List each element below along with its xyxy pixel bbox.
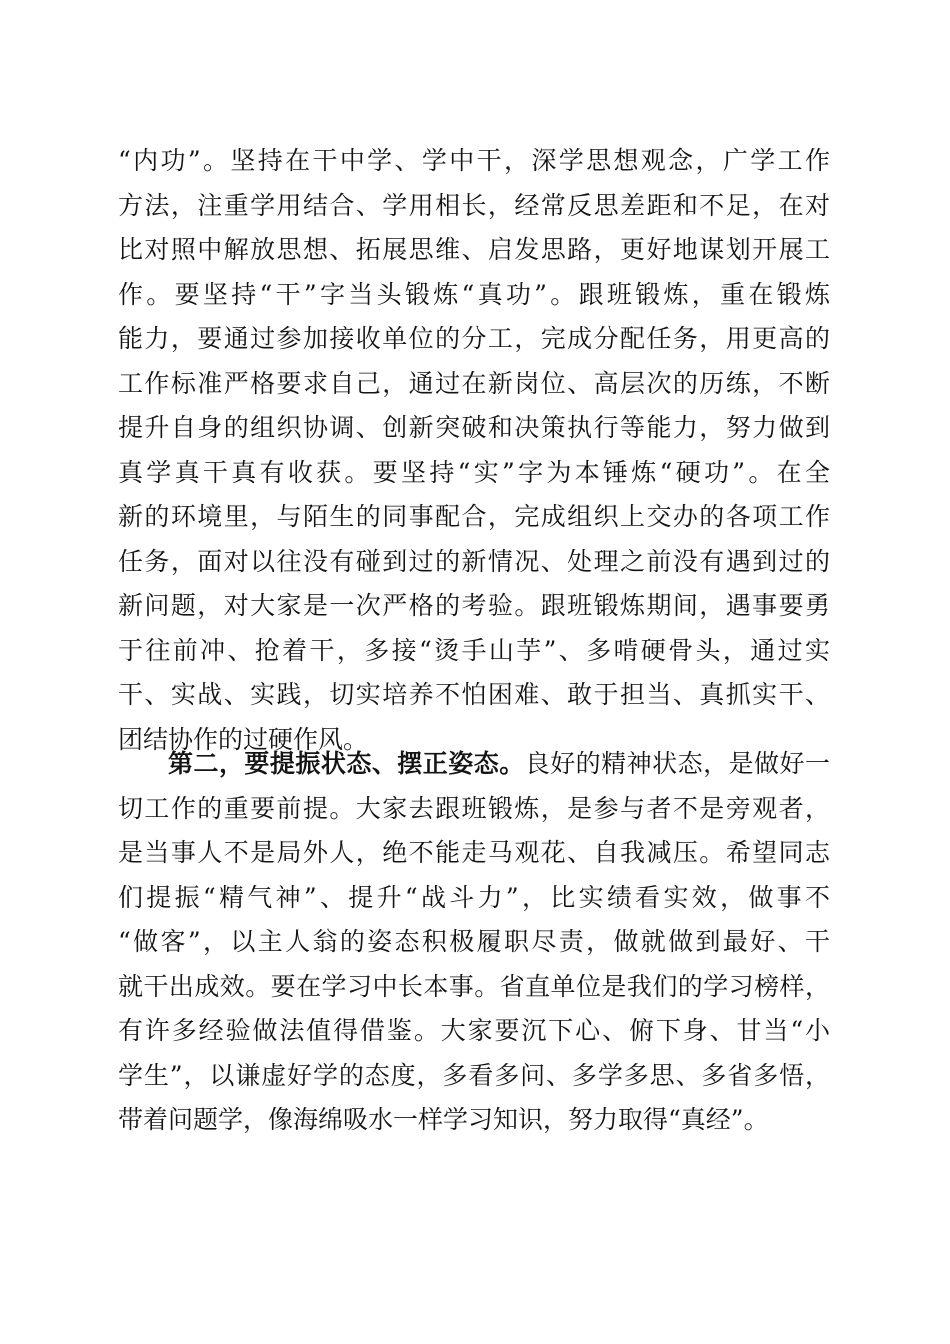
text-line: “做客”，以主人翁的姿态积极履职尽责，做就做到最好、干 (118, 927, 830, 956)
text-line: 任务，面对以往没有碰到过的新情况、处理之前没有遇到过的 (118, 546, 830, 576)
text-line: 作。要坚持“干”字当头锻炼“真功”。跟班锻炼，重在锻炼 (118, 279, 830, 309)
text-line: 比对照中解放思想、拓展思维、启发思路，更好地谋划开展工 (118, 235, 830, 264)
text-line: “内功”。坚持在干中学、学中干，深学思想观念，广学工作 (118, 146, 830, 175)
text-line: 提升自身的组织协调、创新突破和决策执行等能力，努力做到 (118, 413, 830, 442)
text-line: 于往前冲、抢着干，多接“烫手山芋”、多啃硬骨头，通过实 (118, 635, 830, 665)
text-line: 干、实战、实践，切实培养不怕困难、敢于担当、真抓实干、 (118, 680, 830, 709)
text-line: 是当事人不是局外人，绝不能走马观花、自我减压。希望同志 (118, 838, 830, 867)
paragraph-lead-heading: 第二，要提振状态、摆正姿态。 (168, 749, 525, 778)
text-line: 新的环境里，与陌生的同事配合，完成组织上交办的各项工作 (118, 502, 830, 531)
text-line: 团结协作的过硬作风。 (118, 724, 369, 754)
text-line: 工作标准严格要求自己，通过在新岗位、高层次的历练，不断 (118, 368, 830, 398)
text-line-first (118, 742, 830, 787)
text-line: 学生”，以谦虚好学的态度，多看多问、多学多思、多省多悟， (118, 1060, 830, 1090)
text-line: 能力，要通过参加接收单位的分工，完成分配任务，用更高的 (118, 324, 830, 353)
text-line: 就干出成效。要在学习中长本事。省直单位是我们的学习榜样， (118, 971, 830, 1001)
paragraph-continued (118, 139, 830, 762)
paragraph-second (118, 742, 830, 1143)
text-line: 切工作的重要前提。大家去跟班锻炼，是参与者不是旁观者， (118, 793, 830, 823)
text-line: 们提振“精气神”、提升“战斗力”，比实绩看实效，做事不 (118, 882, 830, 912)
text-line: 真学真干真有收获。要坚持“实”字为本锤炼“硬功”。在全 (118, 457, 830, 487)
text-line: 新问题，对大家是一次严格的考验。跟班锻炼期间，遇事要勇 (118, 591, 830, 620)
text-line: 带着问题学，像海绵吸水一样学习知识，努力取得“真经”。 (118, 1105, 769, 1134)
text-line: 有许多经验做法值得借鉴。大家要沉下心、俯下身、甘当“小 (118, 1016, 830, 1045)
text-line: 方法，注重学用结合、学用相长，经常反思差距和不足，在对 (118, 190, 830, 220)
paragraph-lead-rest: 良好的精神状态，是做好一 (524, 749, 830, 778)
